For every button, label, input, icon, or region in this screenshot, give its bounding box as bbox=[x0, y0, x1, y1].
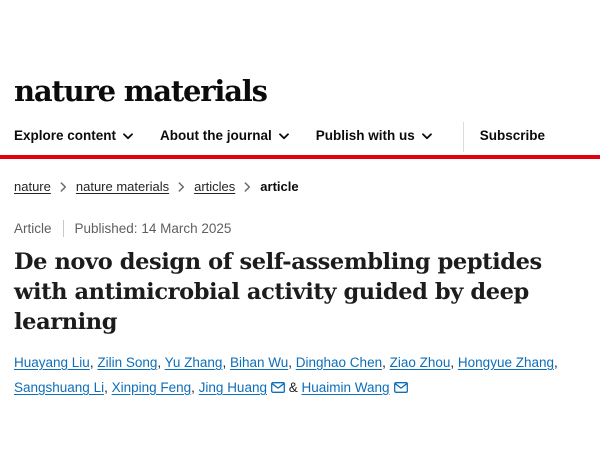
published-line bbox=[75, 221, 232, 236]
author-link[interactable]: Sangshuang Li bbox=[14, 379, 105, 395]
meta-divider bbox=[63, 220, 64, 237]
chevron-right-icon bbox=[178, 182, 185, 192]
chevron-right-icon bbox=[60, 182, 67, 192]
author-link[interactable]: Ziao Zhou bbox=[389, 354, 451, 370]
author-link[interactable]: Huayang Liu bbox=[14, 354, 90, 370]
article-meta bbox=[14, 220, 586, 237]
breadcrumb-link-articles[interactable]: articles bbox=[194, 178, 236, 194]
author-link[interactable]: Xinping Feng bbox=[111, 379, 192, 395]
main-nav bbox=[14, 126, 586, 155]
author-link[interactable]: Hongyue Zhang bbox=[457, 354, 554, 370]
site-header bbox=[0, 0, 600, 155]
envelope-icon[interactable] bbox=[394, 376, 408, 401]
author-link[interactable]: Yu Zhang bbox=[164, 354, 223, 370]
nav-item-label: About the journal bbox=[160, 128, 272, 144]
brand-accent-rule bbox=[0, 155, 600, 159]
author-link[interactable]: Huaimin Wang bbox=[301, 379, 390, 395]
journal-logo[interactable]: nature materials bbox=[14, 74, 267, 108]
author-link[interactable]: Dinghao Chen bbox=[295, 354, 383, 370]
breadcrumb-link-nature-materials[interactable]: nature materials bbox=[75, 178, 170, 194]
author-link[interactable]: Zilin Song bbox=[97, 354, 158, 370]
nav-item-explore-content[interactable] bbox=[14, 128, 133, 143]
published-date: 14 March 2025 bbox=[141, 220, 232, 236]
nav-item-label: Explore content bbox=[14, 128, 117, 144]
envelope-icon[interactable] bbox=[271, 376, 285, 401]
chevron-down-icon bbox=[422, 133, 432, 140]
subscribe-link[interactable]: Subscribe bbox=[479, 128, 546, 144]
author-link[interactable]: Bihan Wu bbox=[229, 354, 289, 370]
article-title: De novo design of self-assembling peptides with antimicrobial activity guided by deep learning bbox=[14, 248, 542, 335]
author-ampersand: & bbox=[284, 379, 302, 395]
article-type-label: Article bbox=[14, 220, 52, 236]
breadcrumb-link-nature[interactable]: nature bbox=[14, 178, 51, 194]
author-list: Huayang Liu, Zilin Song, Yu Zhang, Bihan Wu, Dinghao Chen, Ziao Zhou, Hongyue Zhang, Sangshuang Li, Xinping Feng, Jing Huang & Huaimin Wang bbox=[14, 350, 586, 401]
nav-item-publish-with-us[interactable] bbox=[316, 128, 432, 143]
author-link[interactable]: Jing Huang bbox=[198, 379, 267, 395]
chevron-right-icon bbox=[244, 182, 251, 192]
nav-item-label: Publish with us bbox=[315, 128, 415, 144]
chevron-down-icon bbox=[279, 133, 289, 140]
breadcrumb bbox=[14, 179, 586, 194]
nav-divider bbox=[463, 122, 464, 152]
breadcrumb-current: article bbox=[260, 178, 299, 194]
article-header-region bbox=[0, 179, 600, 401]
nav-item-about-the-journal[interactable] bbox=[160, 128, 289, 143]
published-label: Published: bbox=[74, 220, 138, 236]
chevron-down-icon bbox=[123, 133, 133, 140]
